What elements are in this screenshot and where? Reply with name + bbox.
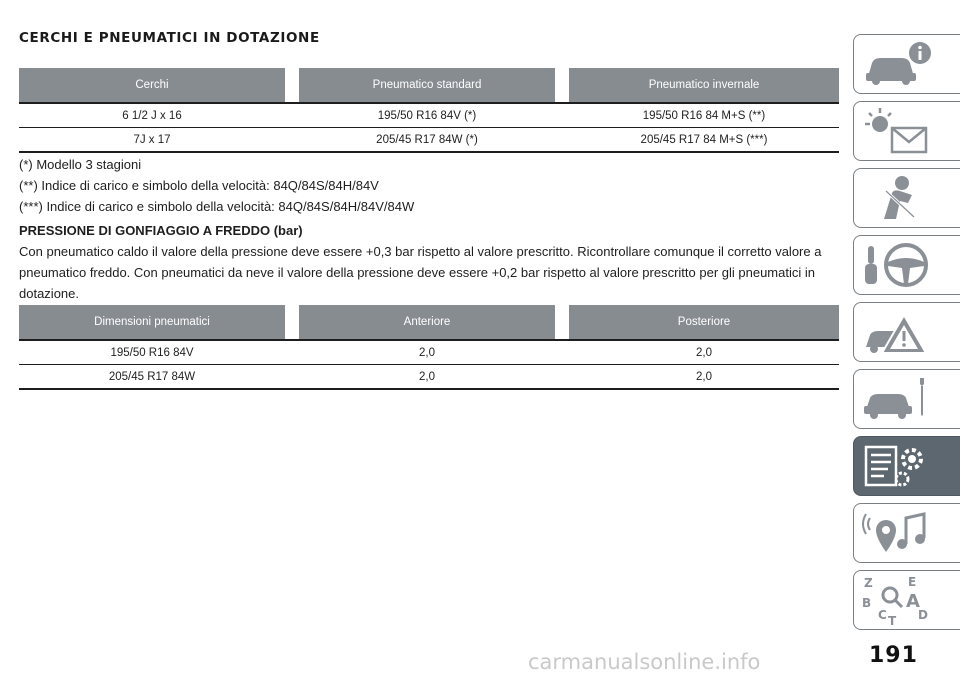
watermark: carmanualsonline.info bbox=[528, 650, 761, 674]
table-cell: 2,0 bbox=[569, 365, 839, 390]
table-cell: 195/50 R16 84 M+S (**) bbox=[569, 103, 839, 128]
table-row bbox=[19, 365, 839, 390]
footnote: (*) Modello 3 stagioni bbox=[19, 157, 142, 172]
table-header: Dimensioni pneumatici bbox=[19, 305, 285, 340]
table-cell: 2,0 bbox=[569, 340, 839, 365]
index-letter: B bbox=[862, 596, 872, 610]
section-title: CERCHI E PNEUMATICI IN DOTAZIONE bbox=[19, 30, 320, 46]
table-cell: 205/45 R17 84W (*) bbox=[299, 128, 555, 153]
table-cell: 195/50 R16 84V (*) bbox=[299, 103, 555, 128]
footnote: (**) Indice di carico e simbolo della velocità: 84Q/84S/84H/84V bbox=[19, 178, 379, 193]
tab-car-info[interactable] bbox=[853, 34, 960, 94]
pressure-heading: PRESSIONE DI GONFIAGGIO A FREDDO (bar) bbox=[19, 223, 303, 238]
page-number: 191 bbox=[869, 643, 918, 668]
seat-safety-icon bbox=[862, 173, 934, 223]
tab-index[interactable] bbox=[853, 570, 960, 630]
tyres-table bbox=[19, 68, 839, 153]
table-cell: 7J x 17 bbox=[19, 128, 285, 153]
key-steering-wheel-icon bbox=[862, 240, 934, 290]
pressure-table bbox=[19, 305, 839, 390]
table-cell: 205/45 R17 84 M+S (***) bbox=[569, 128, 839, 153]
index-icon bbox=[862, 575, 934, 625]
table-header: Posteriore bbox=[569, 305, 839, 340]
tab-warning-lights[interactable] bbox=[853, 101, 960, 161]
tab-multimedia[interactable] bbox=[853, 503, 960, 563]
index-letter: D bbox=[918, 608, 928, 622]
car-info-icon bbox=[862, 39, 934, 89]
table-header: Anteriore bbox=[299, 305, 555, 340]
table-header: Pneumatico standard bbox=[299, 68, 555, 103]
table-cell: 2,0 bbox=[299, 340, 555, 365]
warning-lights-icon bbox=[862, 106, 934, 156]
tab-car-maintenance[interactable] bbox=[853, 369, 960, 429]
table-cell: 6 1/2 J x 16 bbox=[19, 103, 285, 128]
notes-block bbox=[19, 154, 829, 304]
technical-data-icon bbox=[862, 441, 934, 491]
footnote: (***) Indice di carico e simbolo della velocità: 84Q/84S/84H/84V/84W bbox=[19, 199, 415, 214]
table-row bbox=[19, 128, 839, 153]
table-header: Cerchi bbox=[19, 68, 285, 103]
table-cell: 205/45 R17 84W bbox=[19, 365, 285, 390]
table-row bbox=[19, 103, 839, 128]
pressure-text: Con pneumatico caldo il valore della pressione deve essere +0,3 bar rispetto al valore prescritto. Ricontrollare comunque il corretto valore a pneumatico freddo. Con pneumatici da neve il valore della pressione deve essere +0,2 bar rispetto al valore prescritto per gli pneumatici in dotazione. bbox=[19, 244, 822, 301]
table-cell: 2,0 bbox=[299, 365, 555, 390]
table-row bbox=[19, 340, 839, 365]
tab-key-steering[interactable] bbox=[853, 235, 960, 295]
table-cell: 195/50 R16 84V bbox=[19, 340, 285, 365]
tab-seat-safety[interactable] bbox=[853, 168, 960, 228]
index-letter: C bbox=[878, 608, 887, 622]
tab-emergency[interactable] bbox=[853, 302, 960, 362]
table-header: Pneumatico invernale bbox=[569, 68, 839, 103]
emergency-icon bbox=[862, 307, 934, 357]
car-maintenance-icon bbox=[862, 374, 934, 424]
index-letter: A bbox=[906, 591, 920, 612]
multimedia-icon bbox=[862, 508, 934, 558]
index-letter: Z bbox=[864, 576, 873, 590]
tab-technical-data[interactable] bbox=[853, 436, 960, 496]
index-letter: T bbox=[888, 614, 897, 625]
index-letter: E bbox=[908, 575, 917, 589]
